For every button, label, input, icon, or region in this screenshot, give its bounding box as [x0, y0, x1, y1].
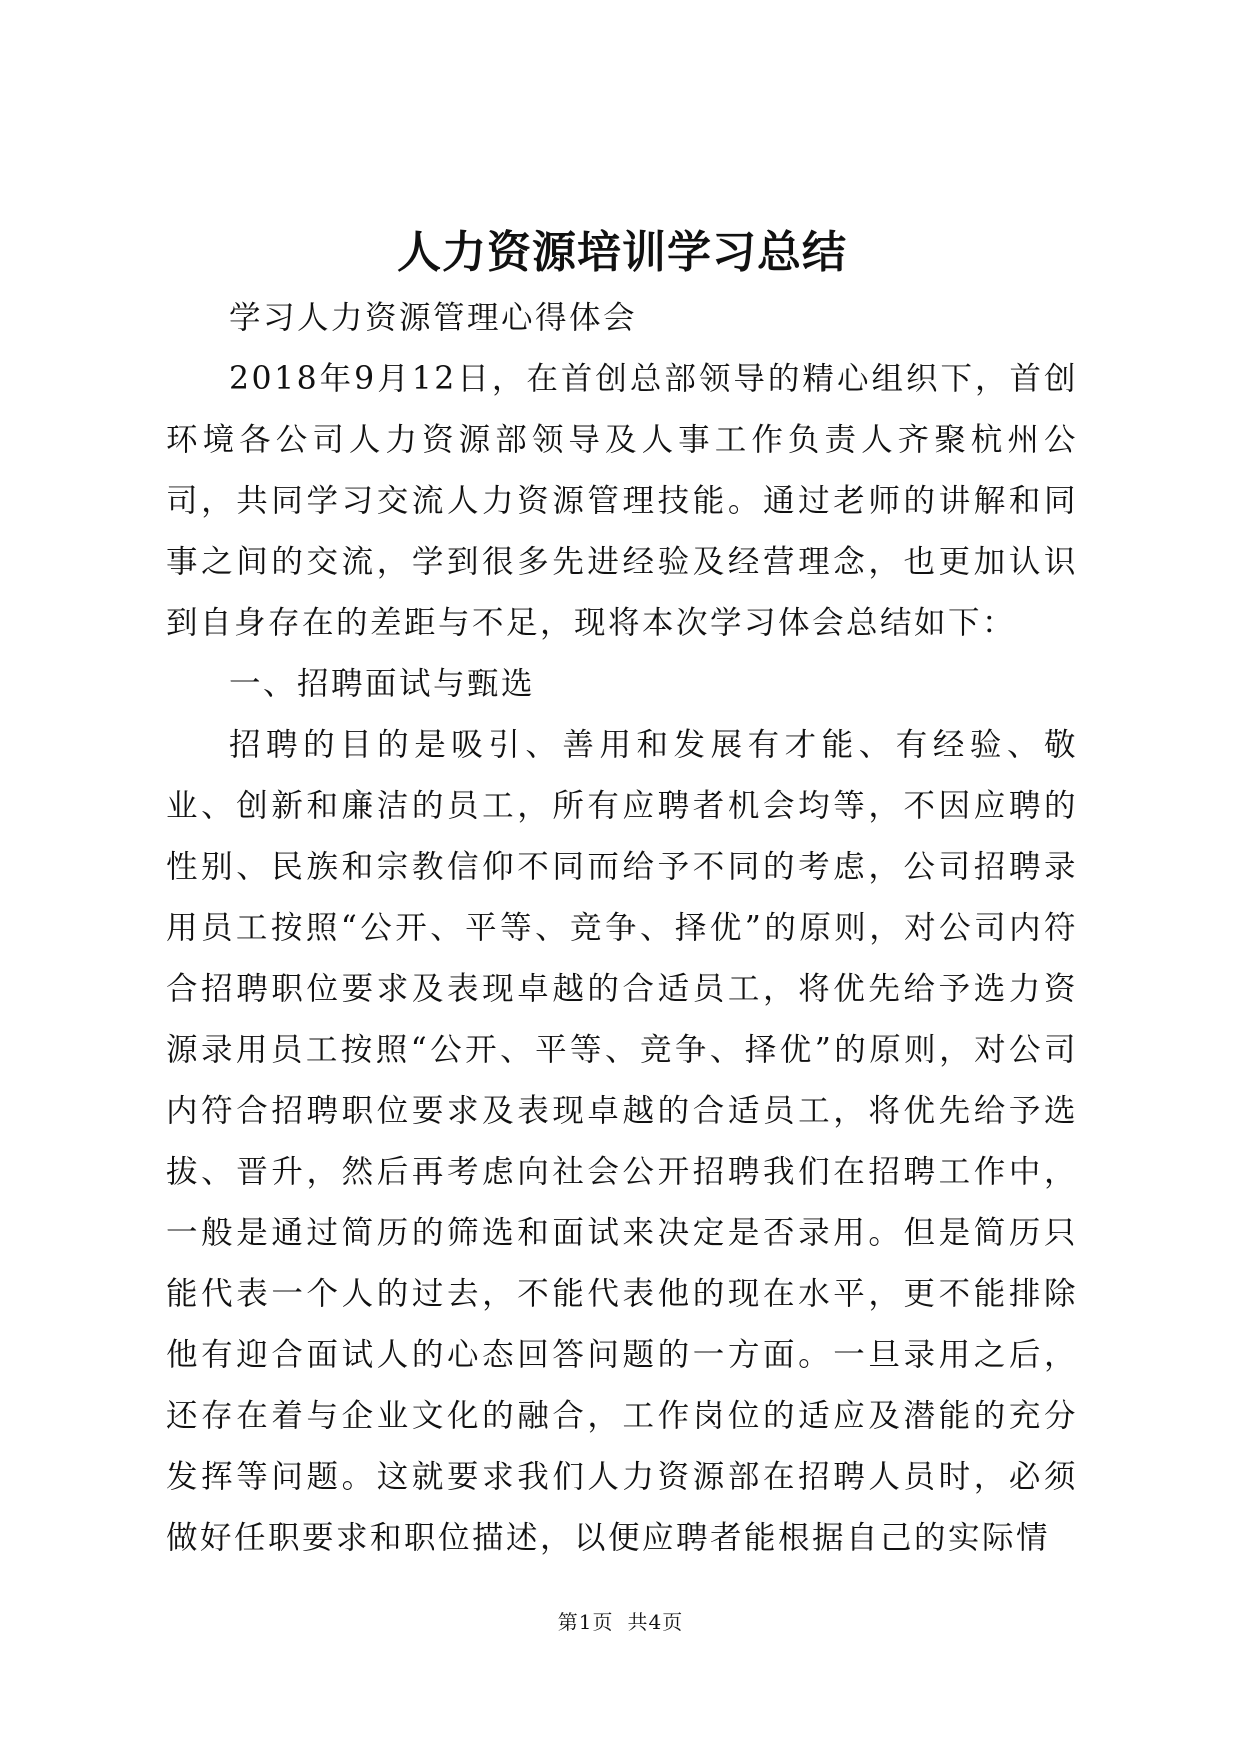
- page-footer: [0, 1610, 1241, 1634]
- section-heading: 一、招聘面试与甄选: [229, 666, 536, 702]
- paragraph-intro: 2018年9月12日，在首创总部领导的精心组织下，首创环境各公司人力资源部领导及人事工作负责人齐聚杭州公司，共同学习交流人力资源管理技能。通过老师的讲解和同事之间的交流，学到很多先进经验及经营理念，也更加认识到自身存在的差距与不足，现将本次学习体会总结如下：: [166, 361, 1078, 641]
- paragraph-recruitment: 招聘的目的是吸引、善用和发展有才能、有经验、敬业、创新和廉洁的员工，所有应聘者机会均等，不因应聘的性别、民族和宗教信仰不同而给予不同的考虑，公司招聘录用员工按照“公开、平等、竞争、择优”的原则，对公司内符合招聘职位要求及表现卓越的合适员工，将优先给予选力资源录用员工按照“公开、平等、竞争、择优”的原则，对公司内符合招聘职位要求及表现卓越的合适员工，将优先给予选拔、晋升，然后再考虑向社会公开招聘我们在招聘工作中，一般是通过简历的筛选和面试来决定是否录用。但是简历只能代表一个人的过去，不能代表他的现在水平，更不能排除他有迎合面试人的心态回答问题的一方面。一旦录用之后，还存在着与企业文化的融合，工作岗位的适应及潜能的充分发挥等问题。这就要求我们人力资源部在招聘人员时，必须做好任职要求和职位描述，以便应聘者能根据自己的实际情: [166, 727, 1078, 1556]
- paragraph-subtitle: 学习人力资源管理心得体会: [229, 300, 638, 336]
- document-body: [166, 218, 1078, 1569]
- page-number: 第1页: [557, 1610, 614, 1634]
- page-total: 共4页: [627, 1610, 684, 1634]
- document-title: 人力资源培训学习总结: [397, 227, 847, 278]
